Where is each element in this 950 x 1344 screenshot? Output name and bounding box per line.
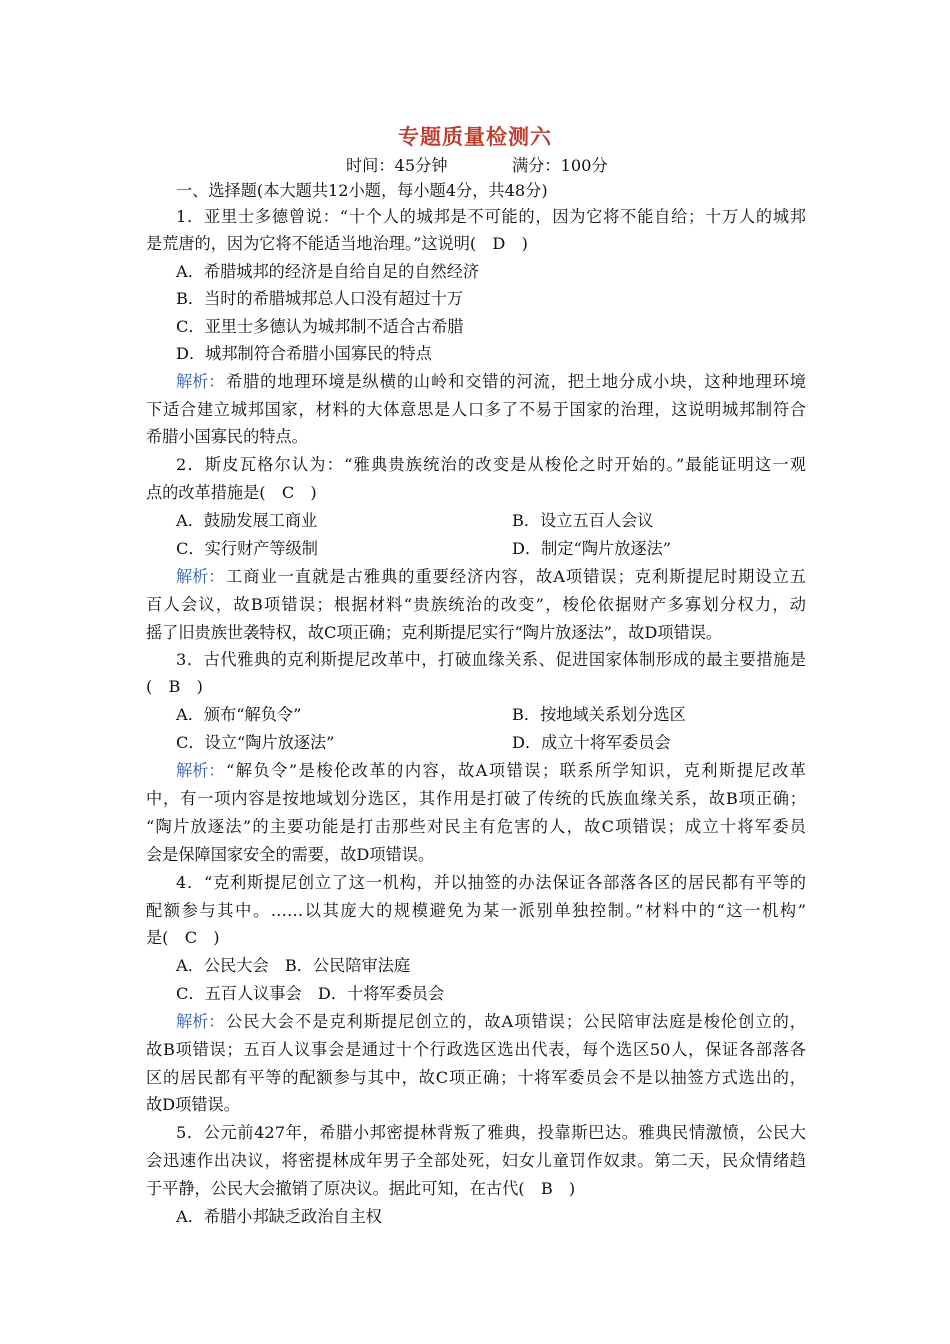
question-3-option-a: A．颁布“解负令” (176, 705, 302, 724)
question-1-analysis-line-1: 希腊的地理环境是纵横的山岭和交错的河流，把土地分成小块，这种地理环境 (226, 372, 806, 391)
question-4-analysis-line-4: 故D项错误。 (146, 1095, 240, 1114)
question-2-stem-line-2: 点的改革措施是( C ) (146, 483, 317, 502)
question-5-stem-line-1: 5．公元前427年，希腊小邦密提林背叛了雅典，投靠斯巴达。雅典民情激愤，公民大 (176, 1123, 806, 1142)
question-5-stem-line-2: 会迅速作出决议，将密提林成年男子全部处死，妇女儿童罚作奴隶。第二天，民众情绪趋 (146, 1151, 806, 1170)
question-1-analysis-label (176, 368, 225, 392)
page-title: 专题质量检测六 (398, 125, 552, 149)
analysis-label: 解析： (176, 761, 225, 780)
question-4-stem-line-1: 4．“克利斯提尼创立了这一机构，并以抽签的办法保证各部落各区的居民都有平等的 (176, 873, 806, 892)
question-3-stem-line-1: 3．古代雅典的克利斯提尼改革中，打破血缘关系、促进国家体制形成的最主要措施是 (176, 650, 806, 669)
question-2-analysis-line-2: 百人会议，故B项错误；根据材料“贵族统治的改变”，梭伦依据财产多寡划分权力，动 (146, 595, 806, 614)
question-2-analysis-line-3: 摇了旧贵族世袭特权，故C项正确；克利斯提尼实行“陶片放逐法”，故D项错误。 (146, 623, 723, 642)
question-3-analysis-line-4: 会是保障国家安全的需要，故D项错误。 (146, 845, 435, 864)
question-3-option-d: D．成立十将军委员会 (512, 733, 671, 752)
question-3-option-c: C．设立“陶片放逐法” (176, 733, 335, 752)
question-2-option-d: D．制定“陶片放逐法” (512, 539, 672, 558)
question-1-stem-line-1: 1．亚里士多德曾说：“十个人的城邦是不可能的，因为它将不能自给；十万人的城邦 (176, 207, 806, 226)
analysis-label: 解析： (176, 567, 225, 586)
question-5-option-a: A．希腊小邦缺乏政治自主权 (176, 1207, 382, 1226)
question-2-stem-line-1: 2．斯皮瓦格尔认为：“雅典贵族统治的改变是从梭伦之时开始的。”最能证明这一观 (176, 455, 806, 474)
analysis-label: 解析： (176, 1012, 225, 1031)
question-2-option-c: C．实行财产等级制 (176, 539, 318, 558)
question-3-stem-line-2: ( B ) (146, 677, 203, 696)
question-4-analysis-line-3: 区的居民都有平等的配额参与其中，故C项正确；十将军委员会不是以抽签方式选出的， (146, 1068, 806, 1087)
question-4-stem-line-3: 是( C ) (146, 928, 220, 947)
question-4-analysis-line-2: 故B项错误；五百人议事会是通过十个行政选区选出代表，每个选区50人，保证各部落各 (146, 1040, 806, 1059)
question-3-analysis-line-2: 中，有一项内容是按地域划分选区，其作用是打破了传统的氏族血缘关系，故B项正确； (146, 789, 806, 808)
question-4-analysis-label (176, 1008, 225, 1032)
question-1-analysis-line-3: 希腊小国寡民的特点。 (146, 427, 308, 446)
question-2-analysis-label (176, 563, 225, 587)
question-1-stem-line-2: 是荒唐的，因为它将不能适当地治理。”这说明( D ) (146, 234, 528, 253)
question-4-stem-line-2: 配额参与其中。……以其庞大的规模避免为某一派别单独控制。”材料中的“这一机构” (146, 901, 806, 920)
question-1-option-d: D．城邦制符合希腊小国寡民的特点 (176, 344, 432, 363)
question-3-analysis-line-3: “陶片放逐法”的主要功能是打击那些对民主有危害的人，故C项错误；成立十将军委员 (146, 817, 806, 836)
question-1-option-a: A．希腊城邦的经济是自给自足的自然经济 (176, 262, 480, 281)
question-3-option-b: B．按地域关系划分选区 (512, 705, 686, 724)
section-heading: 一、选择题(本大题共12小题，每小题4分，共48分) (176, 181, 548, 200)
question-5-stem-line-3: 于平静，公民大会撤销了原决议。据此可知，在古代( B ) (146, 1179, 576, 1198)
question-4-options-row-1: A．公民大会 B．公民陪审法庭 (176, 956, 411, 975)
question-1-analysis-line-2: 下适合建立城邦国家，材料的大体意思是人口多了不易于国家的治理，这说明城邦制符合 (146, 400, 806, 419)
question-3-analysis-line-1: “解负令”是梭伦改革的内容，故A项错误；联系所学知识，克利斯提尼改革 (226, 761, 806, 780)
question-1-option-b: B．当时的希腊城邦总人口没有超过十万 (176, 289, 464, 308)
question-1-option-c: C．亚里士多德认为城邦制不适合古希腊 (176, 317, 464, 336)
exam-time: 时间：45分钟 (346, 156, 448, 175)
question-2-analysis-line-1: 工商业一直就是古雅典的重要经济内容，故A项错误；克利斯提尼时期设立五 (226, 567, 806, 586)
exam-full-score: 满分：100分 (512, 156, 608, 175)
question-2-option-a: A．鼓励发展工商业 (176, 511, 318, 530)
question-4-options-row-2: C．五百人议事会 D．十将军委员会 (176, 984, 445, 1003)
question-4-analysis-line-1: 公民大会不是克利斯提尼创立的，故A项错误；公民陪审法庭是梭伦创立的， (226, 1012, 806, 1031)
question-2-option-b: B．设立五百人会议 (512, 511, 654, 530)
analysis-label: 解析： (176, 372, 225, 391)
question-3-analysis-label (176, 757, 225, 781)
